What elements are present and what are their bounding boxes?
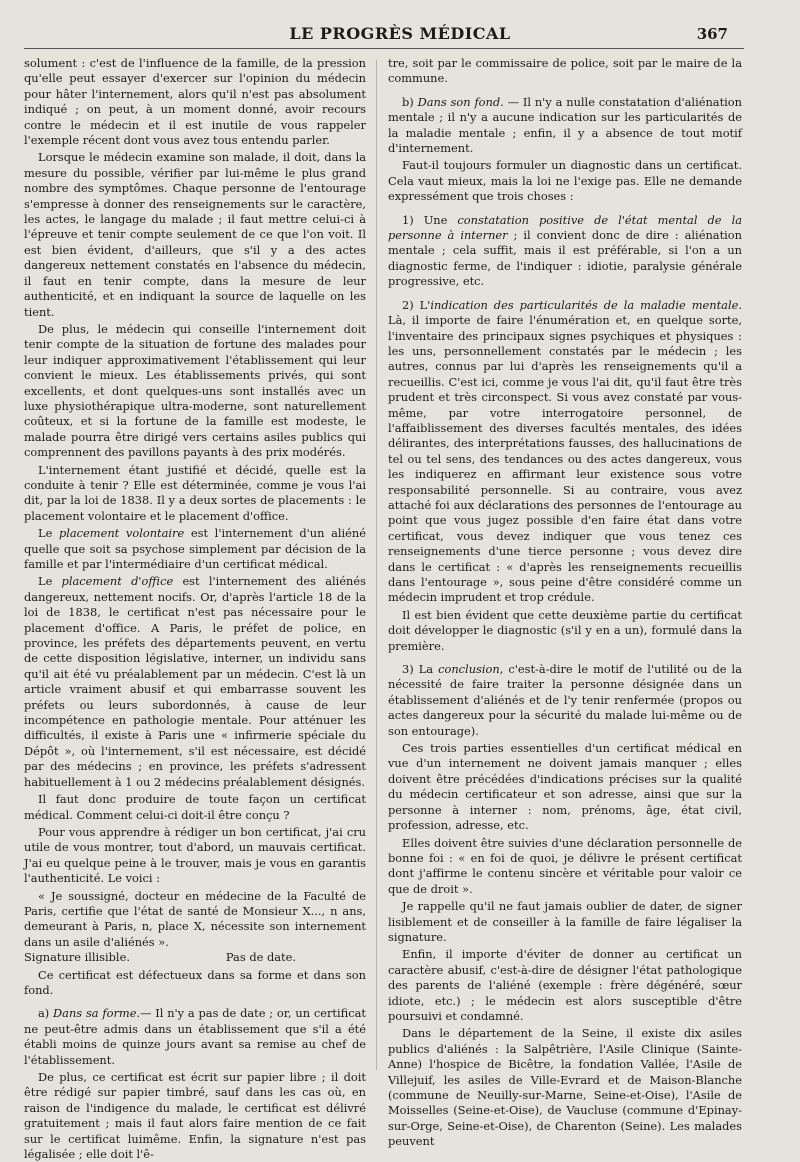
- paragraph: De plus, ce certificat est écrit sur papier libre ; il doit être rédigé sur papier timbré, sauf dans les cas où, en raison de l'indigence du malade, le certificat est délivré gratuitement ; mais il faut alors faire mention de ce fait sur le certificat luimême. Enfin, la signature n'est pas légalisée ; elle doit l'ê-: [24, 1070, 366, 1162]
- paragraph: Dans le département de la Seine, il existe dix asiles publics d'aliénés : la Salpêtrière, l'Asile Clinique (Sainte-Anne) l'hospice de Bicêtre, la fondation Vallée, l'Asile de Villejuif, les asiles de Ville-Evrard et de Maison-Blanche (commune de Neuilly-sur-Marne, Seine-et-Oise), l'Asile de Moisselles (Seine-et-Oise), de Vaucluse (commune d'Epinay-sur-Orge, Seine-et-Oise), de Charenton (Seine). Les malades peuvent: [388, 1026, 742, 1149]
- signature-note: Signature illisible.: [24, 950, 130, 965]
- text-run: , c'est-à-dire le motif de l'utilité ou de la nécessité de faire traiter la personne désignée dans un établissement d'aliénés et de l'y tenir renfermée (propos ou actes dangereux pour la sécurité du malade lui-même ou de son entourage).: [388, 662, 742, 738]
- emphasis: placement volontaire: [58, 526, 185, 541]
- text-run: a): [38, 1006, 54, 1021]
- right-column: [388, 56, 743, 1149]
- paragraph: [24, 574, 366, 790]
- text-run: 2) L': [402, 297, 431, 312]
- left-column: [24, 56, 367, 1162]
- paragraph: tre, soit par le commissaire de police, soit par le maire de la commune.: [388, 56, 742, 86]
- paragraph: Il faut donc produire de toute façon un certificat médical. Comment celui-ci doit-il être conçu ?: [24, 792, 366, 822]
- text-run: — Il n'y a pas de date ; or, un certificat ne peut-être admis dans un établissement que s'il a été établi moins de quinze jours avant sa remise au chef de l'établissement.: [24, 1006, 367, 1067]
- paragraph: Enfin, il importe d'éviter de donner au certificat un caractère abusif, c'est-à-dire de désigner l'état pathologique des parents de l'aliéné (exemple : frère dégénéré, sœur idiote, etc.) ; le médecin est alors susceptible d'être poursuivi et condamné.: [388, 947, 742, 1023]
- paragraph: Pour vous apprendre à rédiger un bon certificat, j'ai cru utile de vous montrer, tout d'abord, un mauvais certificat. J'ai eu quelque peine à le trouver, mais je vous en garantis l'authenticité. Le voici :: [24, 824, 366, 886]
- emphasis: placement d'office: [61, 574, 174, 589]
- text-run: . Là, il importe de faire l'énumération et, en quelque sorte, l'inventaire des principaux signes psychiques et physiques : les uns, personnellement constatés par le médecin ; les autres, connus par lui d'après les renseignements qu'il a recueillis. C'est ici, comme je vous l'ai dit, qu'il faut être très prudent et très circonspect. Si vous avez constaté par vous-même, par votre interrogatoire personnel, de l'affaiblissement des diverses facultés mentales, des idées délirantes, des interprétations fausses, des hallucinations de tel ou tel sens, des tendances ou des actes dangereux, vous les indiquerez en affirmant leur existence sous votre responsabilité personnelle. Si au contraire, vous avez attaché foi aux déclarations des personnes de l'entourage au point que vous jugez possible d'en faire état dans votre certificat, vous devez indiquer que vous tenez ces renseignements d'une tierce personne ; vous devez dire dans le certificat : « d'après les renseignements recueillis dans l'entourage », sous peine d'être considéré comme un médecin imprudent et trop crédule.: [388, 297, 742, 605]
- emphasis: constatation positive de l'état mental de la personne à interner: [388, 212, 743, 243]
- paragraph: Il est bien évident que cette deuxième partie du certificat doit développer le diagnostic (s'il y en a un), formulé dans la première.: [388, 607, 742, 653]
- text-run: 3) La: [402, 662, 439, 677]
- paragraph: [388, 95, 742, 157]
- date-note: Pas de date.: [225, 950, 296, 965]
- paragraph: [24, 526, 366, 572]
- paragraph: Faut-il toujours formuler un diagnostic dans un certificat. Cela vaut mieux, mais la loi ne l'exige pas. Elle ne demande expressément que trois choses :: [388, 158, 742, 204]
- paragraph: Je rappelle qu'il ne faut jamais oublier de dater, de signer lisiblement et de conseiller à la famille de faire légaliser la signature.: [388, 899, 742, 944]
- paragraph: [388, 298, 742, 606]
- text-run: ; il convient donc de dire : aliénation mentale ; cela suffit, mais il est préférable, si l'on a un diagnostic ferme, de l'indiquer : idiotie, paralysie générale progressive, etc.: [388, 228, 742, 289]
- signature-line: [24, 950, 366, 965]
- paragraph: Lorsque le médecin examine son malade, il doit, dans la mesure du possible, vérifier par lui-même le plus grand nombre des symptômes. Chaque personne de l'entourage s'empresse à donner des renseignements sur le caractère, les actes, le langage du malade ; il faut mettre celui-ci à l'épreuve et tenir compte seulement de ce que l'on voit. Il est bien évident, d'ailleurs, que s'il y a des actes dangereux nettement constatés en l'absence du médecin, il faut en tenir compte, dans la mesure de leur authenticité, et en indiquant la source de laquelle on les tient.: [24, 150, 366, 319]
- emphasis: Dans sa forme.: [53, 1006, 141, 1021]
- journal-title: LE PROGRÈS MÉDICAL: [289, 24, 511, 43]
- column-divider: [376, 60, 377, 1070]
- paragraph: Ces trois parties essentielles d'un certificat médical en vue d'un internement ne doivent jamais manquer ; elles doivent être précédées d'indications précises sur la qualité du médecin certificateur et son adresse, ainsi que sur la personne à interner : nom, prénoms, âge, état civil, profession, adresse, etc.: [388, 741, 742, 833]
- text-run: est l'internement d'un aliéné quelle que soit sa psychose simplement par décision de la famille et par l'intermédiaire d'un certificat médical.: [24, 526, 367, 571]
- text-run: est l'internement des aliénés dangereux, nettement nocifs. Or, d'après l'article 18 de la loi de 1838, le certificat n'est pas nécessaire pour le placement d'office. A Paris, le préfet de police, en province, les préfets des départements peuvent, en vertu de cette disposition législative, interner, un individu sans qu'il ait été vu préalablement par un médecin. C'est là un article vraiment abusif et qui embarrasse souvent les préfets ou leurs subordonnés, à cause de leur incompétence en pathologie mentale. Pour atténuer les difficultés, il existe à Paris une « infirmerie spéciale du Dépôt », où l'internement, s'il est nécessaire, est décidé par des médecins ; en province, les préfets s'adressent habituellement à 1 ou 2 médecins préalablement désignés.: [24, 574, 366, 789]
- paragraph: L'internement étant justifié et décidé, quelle est la conduite à tenir ? Elle est déterminée, comme je vous l'ai dit, par la loi de 1838. Il y a deux sortes de placements : le placement volontaire et le placement d'office.: [24, 462, 366, 523]
- text-run: b): [402, 94, 418, 109]
- paragraph: Ce certificat est défectueux dans sa forme et dans son fond.: [24, 967, 366, 997]
- paragraph: Elles doivent être suivies d'une déclaration personnelle de bonne foi : « en foi de quoi, je délivre le présent certificat dont j'affirme le contenu sincère et véritable pour valoir ce que de droit ».: [388, 835, 742, 896]
- certificate-quote: « Je soussigné, docteur en médecine de la Faculté de Paris, certifie que l'état de santé de Monsieur X..., n ans, demeurant à Paris, n, place X, nécessite son internement dans un asile d'aliénés ».: [24, 888, 366, 949]
- emphasis: conclusion: [438, 662, 500, 677]
- paragraph: [388, 662, 742, 739]
- text-run: — Il n'y a nulle constatation d'aliénation mentale ; il n'y a aucune indication sur les particularités de la maladie mentale ; enfin, il y a absence de tout motif d'internement.: [388, 94, 742, 156]
- text-run: Le: [38, 574, 62, 589]
- text-run: 1) Une: [402, 212, 458, 227]
- emphasis: indication des particularités de la maladie mentale: [430, 297, 739, 312]
- paragraph: [388, 213, 742, 290]
- emphasis: Dans son fond.: [417, 94, 504, 109]
- header-rule: [24, 48, 744, 49]
- paragraph: solument : c'est de l'influence de la famille, de la pression qu'elle peut essayer d'exercer sur l'opinion du médecin pour hâter l'internement, alors qu'il n'est pas absolument indiqué ; on peut, à un moment donné, avoir recours contre le médecin et il est inutile de vous rappeler l'exemple récent dont vous avez tous entendu parler.: [24, 56, 366, 148]
- page-header: [0, 22, 800, 48]
- page-number: 367: [696, 25, 728, 43]
- paragraph: [24, 1006, 366, 1068]
- paragraph: De plus, le médecin qui conseille l'internement doit tenir compte de la situation de fortune des malades pour leur indiquer approximativement l'établissement qui leur convient le mieux. Les établissements privés, qui sont excellents, et dont quelques-uns sont installés avec un luxe physiothérapique ultra-moderne, sont naturellement coûteux, et si la fortune de la famille est modeste, le malade pourra être dirigé vers certains asiles publics qui comprennent des pavillons payants à des prix modérés.: [24, 321, 366, 460]
- text-run: Le: [38, 526, 59, 541]
